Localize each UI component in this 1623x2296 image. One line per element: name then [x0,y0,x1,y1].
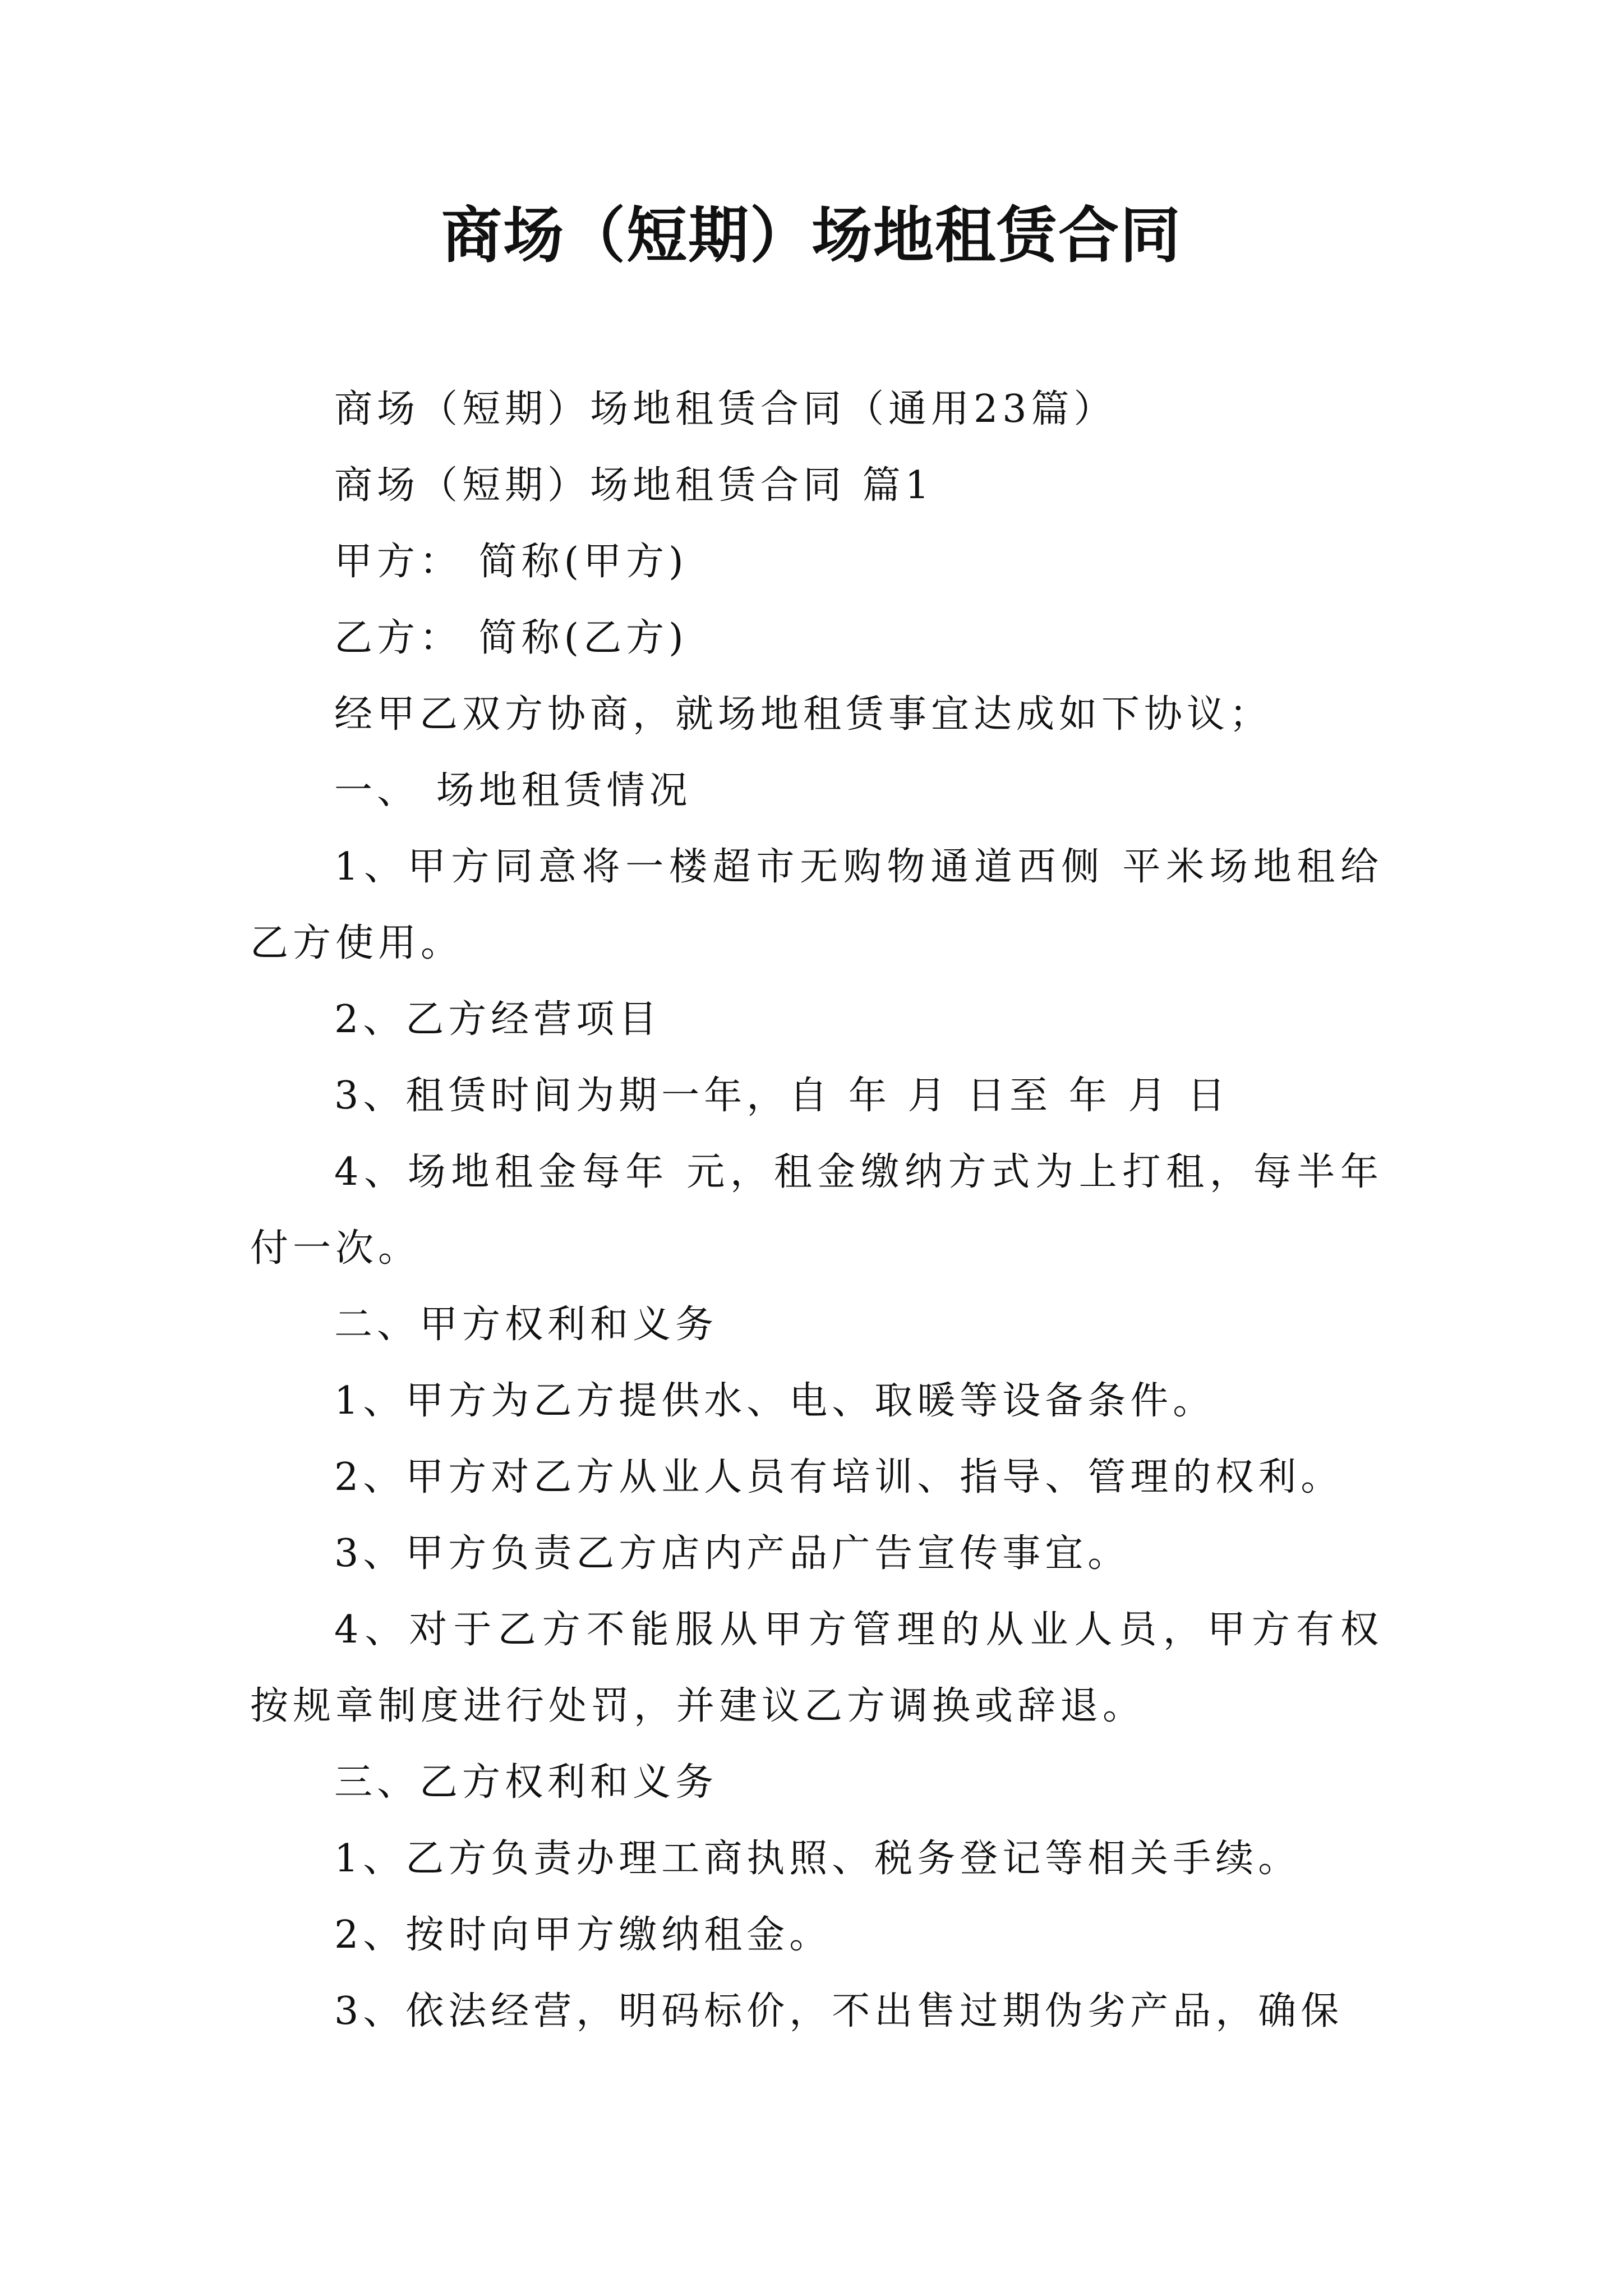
paragraph: 甲方： 简称(甲方) [334,540,688,584]
paragraph: 1、甲方同意将一楼超市无购物通道西侧 平米场地租给乙方使用。 [250,845,1383,965]
paragraph: 1、甲方为乙方提供水、电、取暖等设备条件。 [334,1379,1216,1423]
paragraph: 经甲乙双方协商，就场地租赁事宜达成如下协议； [334,692,1272,737]
paragraph: 4、场地租金每年 元，租金缴纳方式为上打租，每半年付一次。 [250,1150,1383,1271]
document-body [250,371,1383,2050]
paragraph: 3、依法经营，明码标价，不出售过期伪劣产品，确保 [334,1989,1344,2033]
paragraph: 乙方： 简称(乙方) [334,616,688,660]
paragraph: 2、乙方经营项目 [334,997,662,1042]
paragraph: 4、对于乙方不能服从甲方管理的从业人员，甲方有权按规章制度进行处罚，并建议乙方调换或辞退。 [250,1608,1383,1728]
paragraph: 2、按时向甲方缴纳租金。 [334,1913,832,1957]
section-heading: 三、乙方权利和义务 [334,1760,718,1805]
paragraph: 3、租赁时间为期一年，自 年 月 日至 年 月 日 [334,1074,1230,1118]
section-heading: 二、甲方权利和义务 [334,1303,718,1347]
paragraph: 2、甲方对乙方从业人员有培训、指导、管理的权利。 [334,1455,1344,1499]
document-title: 商场（短期）场地租赁合同 [441,200,1182,271]
paragraph: 商场（短期）场地租赁合同 篇1 [334,463,934,508]
paragraph: 商场（短期）场地租赁合同（通用23篇） [334,387,1117,431]
section-heading: 一、 场地租赁情况 [334,769,692,813]
paragraph: 3、甲方负责乙方店内产品广告宣传事宜。 [334,1531,1131,1576]
paragraph: 1、乙方负责办理工商执照、税务登记等相关手续。 [334,1837,1301,1881]
